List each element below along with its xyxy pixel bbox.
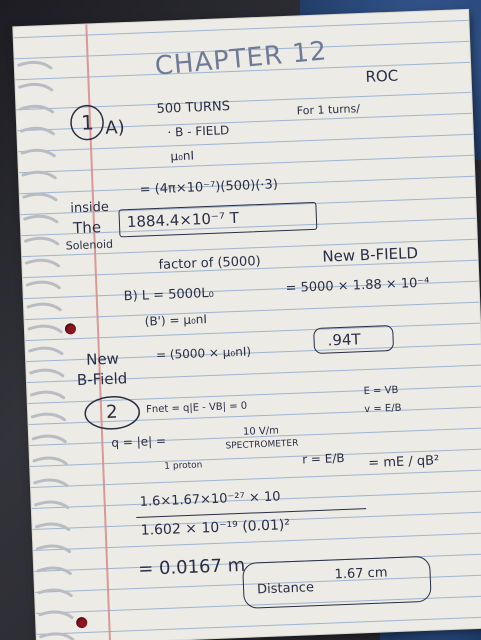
new-b-calc: = 5000 × 1.88 × 10⁻⁴ bbox=[285, 275, 430, 297]
radius-formula: r = E/B bbox=[301, 450, 345, 467]
part-a-label: A) bbox=[104, 117, 126, 139]
b-field-text: · B - FIELD bbox=[167, 123, 230, 140]
chapter-title: CHAPTER 12 bbox=[153, 36, 329, 82]
calc-line: = (4π×10⁻⁷)(500)(·3) bbox=[139, 177, 279, 198]
factor-text: factor of (5000) bbox=[158, 254, 261, 273]
fraction-denominator: 1.602 × 10⁻¹⁹ (0.01)² bbox=[140, 517, 291, 539]
fraction-numerator: 1.6×1.67×10⁻²⁷ × 10 bbox=[139, 489, 281, 510]
new-b-field-header: New B-FIELD bbox=[322, 243, 419, 266]
problem-1-number: 1 bbox=[80, 110, 95, 135]
fnet-line: Fnet = q|E - VB| = 0 bbox=[145, 400, 248, 416]
b-prime-formula: (B') = μ₀nI bbox=[144, 312, 208, 329]
problem-2-number: 2 bbox=[105, 401, 119, 424]
protons-note: 1 proton bbox=[164, 460, 203, 472]
inside-label: inside bbox=[70, 199, 110, 217]
new-b-formula: = (5000 × μ₀nI) bbox=[155, 344, 252, 363]
corner-note: ROC bbox=[365, 66, 399, 86]
q-equals-e: q = |e| = bbox=[111, 433, 167, 450]
turns-text: 500 TURNS bbox=[156, 99, 231, 117]
velocity-note: 10 V/m bbox=[242, 425, 280, 438]
new-label: New bbox=[85, 349, 120, 369]
result-a: 1884.4×10⁻⁷ T bbox=[126, 208, 240, 232]
e-vb-note: E = VB bbox=[363, 384, 399, 398]
final-answer: = 0.0167 m bbox=[137, 554, 246, 580]
formula-mu-n-i: μ₀nI bbox=[170, 148, 195, 164]
distance-value: 1.67 cm bbox=[334, 565, 388, 583]
distance-label: Distance bbox=[256, 580, 315, 598]
b-field-label: B-Field bbox=[76, 369, 128, 390]
part-b-line: B) L = 5000L₀ bbox=[123, 285, 215, 305]
mass-ratio-formula: = mE / qB² bbox=[368, 453, 440, 472]
v-eb-note: v = E/B bbox=[364, 402, 402, 416]
spiral-binding bbox=[15, 56, 78, 640]
spectrometer-note: SPECTROMETER bbox=[225, 438, 299, 452]
solenoid-label: Solenoid bbox=[65, 237, 114, 253]
notebook-page bbox=[13, 10, 481, 640]
fraction-bar bbox=[136, 508, 366, 518]
binder-hole bbox=[65, 323, 76, 334]
binder-hole bbox=[76, 617, 87, 628]
the-label: The bbox=[72, 218, 102, 238]
turns-note: For 1 turns/ bbox=[296, 102, 361, 118]
result-b: .94T bbox=[327, 330, 361, 350]
